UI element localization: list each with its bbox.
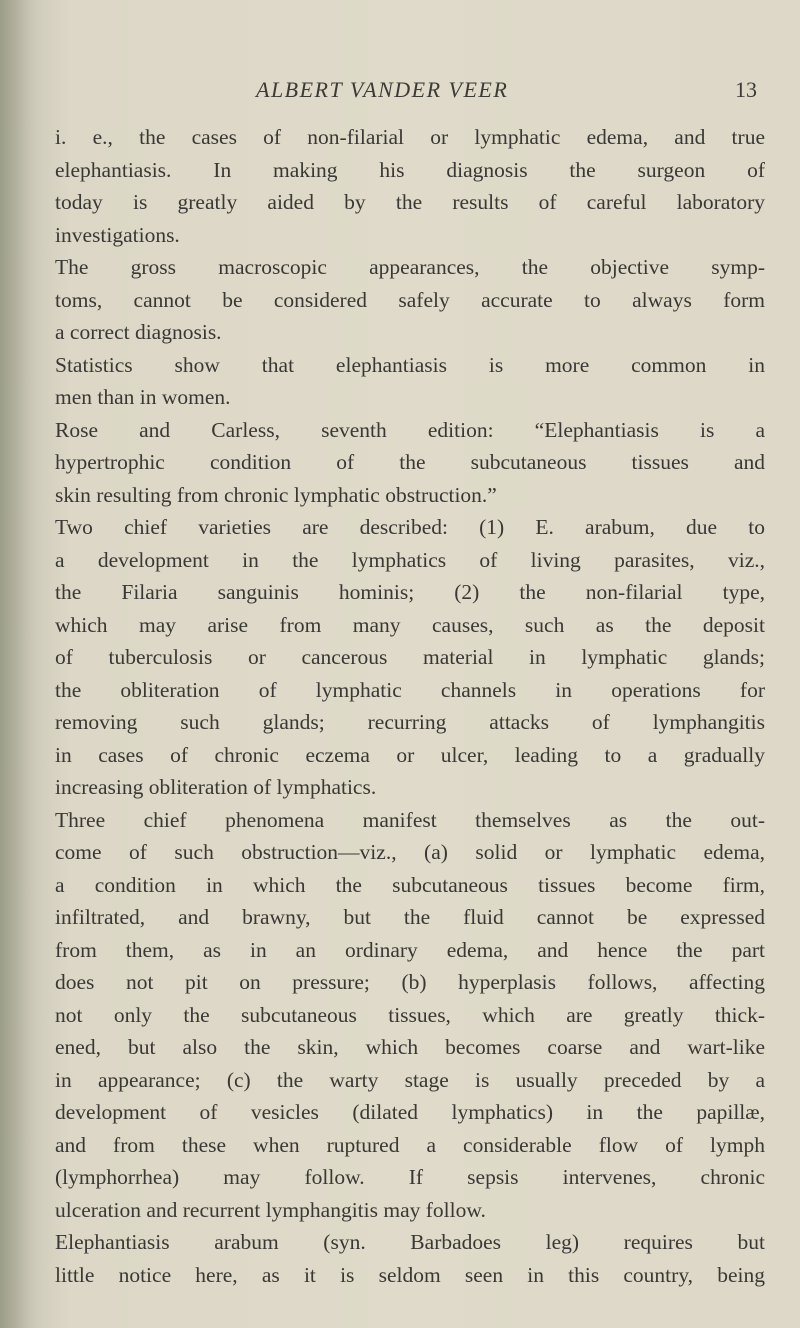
text-line: elephantiasis. In making his diagnosis the surgeon of [55, 157, 765, 182]
text-line: a correct diagnosis. [55, 320, 222, 344]
text-line: does not pit on pressure; (b) hyperplasis follows, affecting [55, 970, 765, 994]
text-line: Three chief phenomena manifest themselves as the out- [55, 807, 765, 832]
text-line: and from these when ruptured a considerable flow of lymph [55, 1132, 765, 1157]
text-line: Elephantiasis arabum (syn. Barbadoes leg) requires but [55, 1230, 765, 1254]
text-line: skin resulting from chronic lymphatic obstruction.” [55, 482, 497, 507]
text-line: investigations. [55, 222, 180, 247]
running-head: ALBERT VANDER VEER [256, 77, 509, 102]
text-line: men than in women. [55, 385, 231, 409]
text-line: not only the subcutaneous tissues, which are greatly thick- [55, 1002, 765, 1027]
text-line: removing such glands; recurring attacks of lymphangitis [55, 710, 765, 734]
text-line: hypertrophic condition of the subcutaneous tissues and [55, 450, 765, 474]
body-text [55, 121, 765, 1291]
text-line: the Filaria sanguinis hominis; (2) the non-filarial type, [55, 580, 765, 604]
text-line: Statistics show that elephantiasis is more common in [55, 352, 765, 377]
text-line: which may arise from many causes, such as the deposit [55, 612, 765, 637]
text-line: infiltrated, and brawny, but the fluid cannot be expressed [55, 905, 765, 929]
text-line: i. e., the cases of non-filarial or lymphatic edema, and true [55, 125, 765, 149]
text-line: development of vesicles (dilated lymphatics) in the papillæ, [55, 1100, 765, 1124]
text-line: a condition in which the subcutaneous tissues become firm, [55, 872, 765, 897]
text-line: ulceration and recurrent lymphangitis may follow. [55, 1197, 486, 1222]
text-line: in cases of chronic eczema or ulcer, leading to a gradually [55, 742, 765, 767]
text-line: toms, cannot be considered safely accurate to always form [55, 287, 765, 312]
text-line: a development in the lymphatics of living parasites, viz., [55, 547, 765, 572]
binding-gutter-shadow [0, 0, 42, 1328]
text-line: ened, but also the skin, which becomes coarse and wart-like [55, 1035, 765, 1059]
text-line: from them, as in an ordinary edema, and hence the part [55, 937, 765, 962]
page-number: 13 [735, 77, 757, 102]
text-line: little notice here, as it is seldom seen in this country, being [55, 1262, 765, 1287]
text-line: today is greatly aided by the results of careful laboratory [55, 190, 765, 214]
text-line: The gross macroscopic appearances, the objective symp- [55, 255, 765, 279]
text-line: (lymphorrhea) may follow. If sepsis intervenes, chronic [55, 1165, 765, 1189]
text-line: Rose and Carless, seventh edition: “Elephantiasis is a [55, 417, 765, 442]
text-line: increasing obliteration of lymphatics. [55, 775, 377, 799]
text-line: the obliteration of lymphatic channels in operations for [55, 677, 765, 702]
text-line: Two chief varieties are described: (1) E. arabum, due to [55, 515, 765, 539]
text-line: come of such obstruction—viz., (a) solid or lymphatic edema, [55, 840, 765, 864]
text-line: in appearance; (c) the warty stage is usually preceded by a [55, 1067, 765, 1092]
text-line: of tuberculosis or cancerous material in lymphatic glands; [55, 645, 765, 669]
